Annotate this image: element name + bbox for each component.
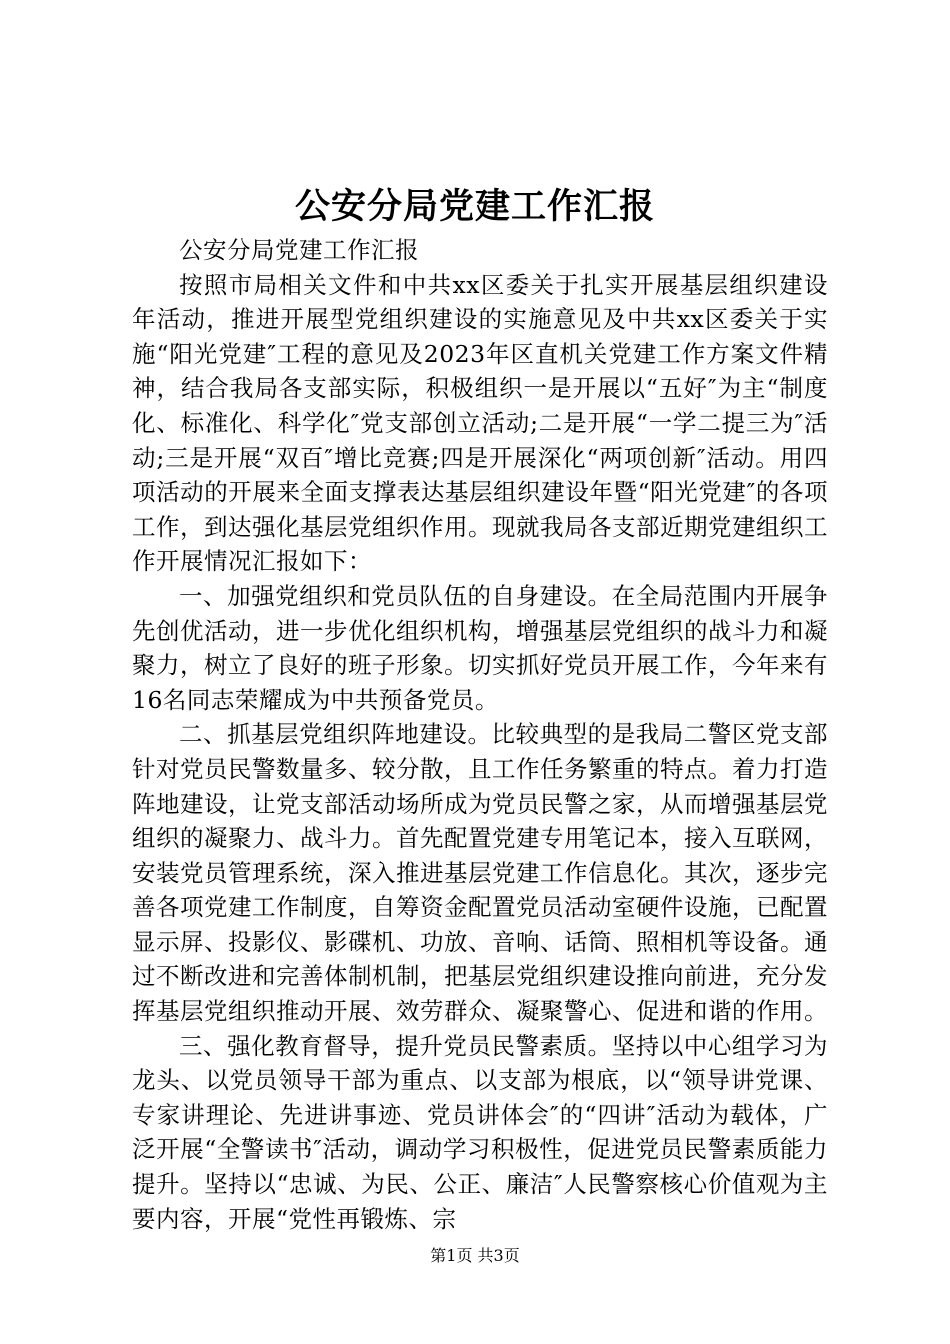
document-body bbox=[132, 233, 828, 1236]
subtitle-paragraph: 公安分局党建工作汇报 bbox=[179, 236, 419, 264]
section-1-paragraph: 一、加强党组织和党员队伍的自身建设。在全局范围内开展争先创优活动，进一步优化组织机构，增强基层党组织的战斗力和凝聚力，树立了良好的班子形象。切实抓好党员开展工作，今年来有16名同志荣耀成为中共预备党员。 bbox=[132, 581, 828, 714]
page-number-footer: 第1页 共3页 bbox=[430, 1246, 520, 1265]
section-2-paragraph: 二、抓基层党组织阵地建设。比较典型的是我局二警区党支部针对党员民警数量多、较分散，且工作任务繁重的特点。着力打造阵地建设，让党支部活动场所成为党员民警之家，从而增强基层党组织的凝聚力、战斗力。首先配置党建专用笔记本，接入互联网，安装党员管理系统，深入推进基层党建工作信息化。其次，逐步完善各项党建工作制度，自筹资金配置党员活动室硬件设施，已配置显示屏、投影仪、影碟机、功放、音响、话筒、照相机等设备。通过不断改进和完善体制机制，把基层党组织建设推向前进，充分发挥基层党组织推动开展、效劳群众、凝聚警心、促进和谐的作用。 bbox=[132, 720, 828, 1026]
section-3-paragraph: 三、强化教育督导，提升党员民警素质。坚持以中心组学习为龙头、以党员领导干部为重点、以支部为根底，以“领导讲党课、专家讲理论、先进讲事迹、党员讲体会″的“四讲″活动为载体，广泛开展“全警读书″活动，调动学习积极性，促进党员民警素质能力提升。坚持以“忠诚、为民、公正、廉洁″人民警察核心价值观为主要内容，开展“党性再锻炼、宗 bbox=[132, 1031, 828, 1233]
intro-paragraph: 按照市局相关文件和中共xx区委关于扎实开展基层组织建设年活动，推进开展型党组织建设的实施意见及中共xx区委关于实施“阳光党建″工程的意见及2023年区直机关党建工作方案文件精神，结合我局各支部实际，积极组织一是开展以“五好″为主“制度化、标准化、科学化″党支部创立活动;二是开展“一学二提三为″活动;三是开展“双百″增比竞赛;四是开展深化“两项创新″活动。用四项活动的开展来全面支撑表达基层组织建设年暨“阳光党建″的各项工作，到达强化基层党组织作用。现就我局各支部近期党建组织工作开展情况汇报如下： bbox=[132, 270, 828, 576]
document-title: 公安分局党建工作汇报 bbox=[294, 186, 655, 227]
